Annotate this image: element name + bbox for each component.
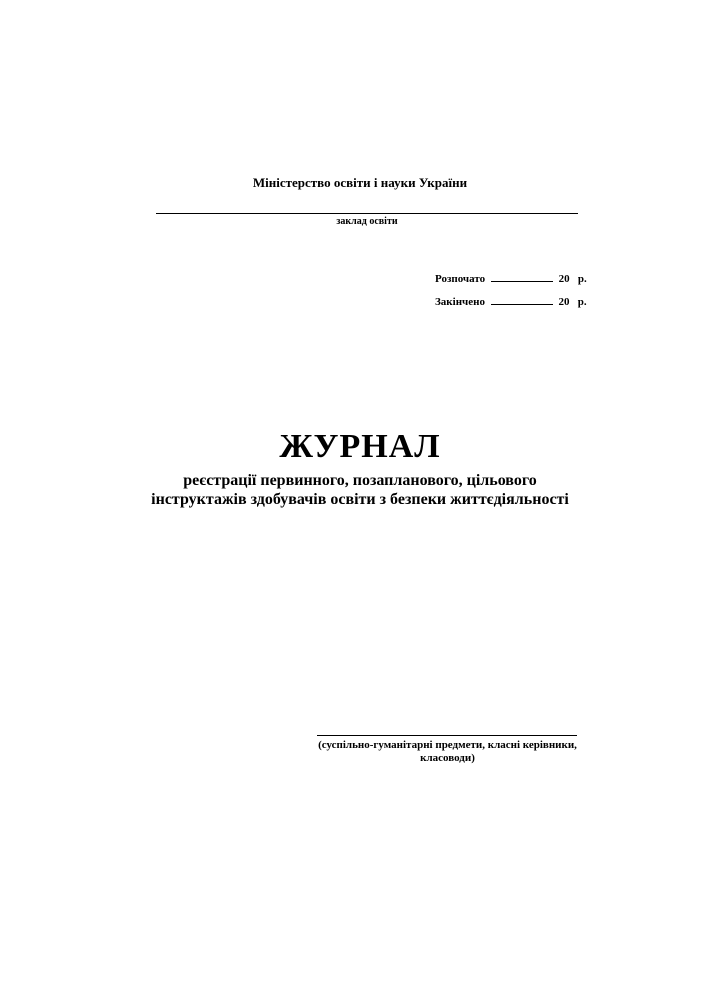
ministry-heading: Міністерство освіти і науки України [252, 175, 468, 190]
finished-date-blank [491, 295, 553, 305]
signature-label-line-2: класоводи) [420, 752, 475, 764]
institution-label: заклад освіти [336, 216, 398, 227]
started-year-suffix: р. [577, 273, 587, 285]
finished-date-row [435, 295, 587, 308]
signature-label-line-1: (суспільно-гуманітарні предмети, класні керівники, [318, 739, 577, 751]
signature-underline [317, 735, 577, 736]
finished-label: Закінчено [435, 296, 485, 308]
finished-year-prefix: 20 [558, 296, 570, 308]
started-label: Розпочато [435, 273, 486, 285]
journal-subtitle-line-1: реєстрації первинного, позапланового, цільового [183, 472, 537, 489]
started-year-prefix: 20 [558, 273, 570, 285]
started-date-row [435, 272, 587, 285]
journal-subtitle-line-2: інструктажів здобувачів освіти з безпеки життєдіяльності [151, 491, 569, 508]
started-date-blank [491, 272, 553, 282]
institution-underline [156, 213, 578, 214]
journal-title: ЖУРНАЛ [279, 428, 441, 465]
finished-year-suffix: р. [577, 296, 587, 308]
signature-label [305, 739, 590, 765]
